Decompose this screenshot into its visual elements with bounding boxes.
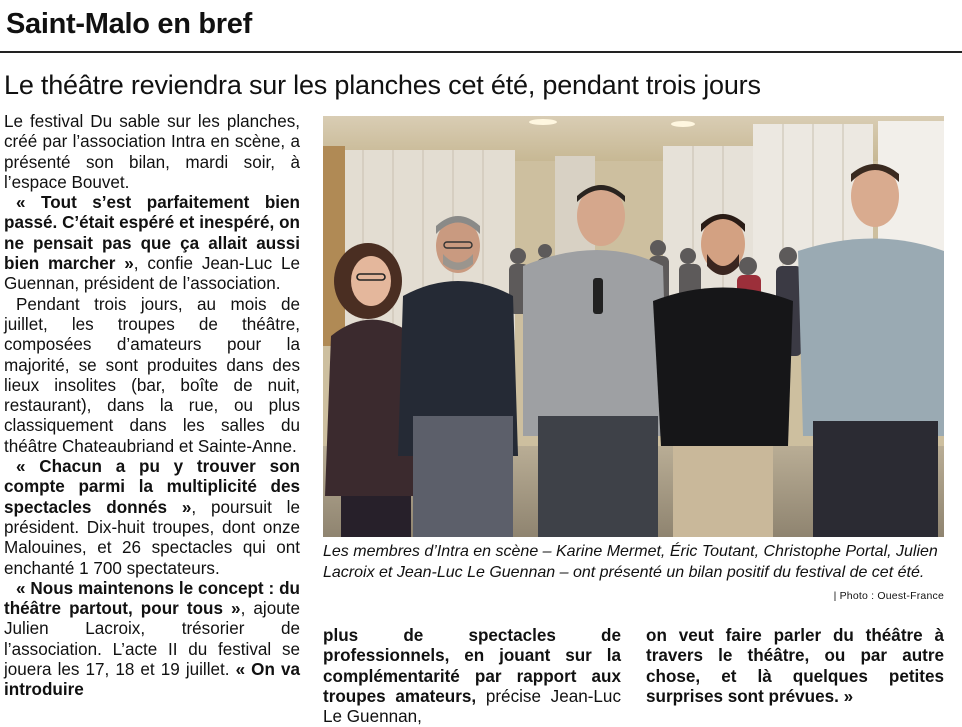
quote-attribution: , ajoute Julien Lacroix, trésorier de l’association. L’acte II du festival se jouera les 17, 18 et 19 juillet. xyxy=(4,599,300,680)
quote-bold: « Tout s’est parfaitement bien passé. C’était espéré et inespéré, on ne pensait pas que ça allait aussi bien marcher » xyxy=(4,193,300,274)
photo-credit: | Photo : Ouest-France xyxy=(833,590,944,602)
paragraph-continued xyxy=(646,626,944,707)
paragraph-intro: Le festival Du sable sur les planches, créé par l’association Intra en scène, a présenté son bilan, mardi soir, à l’espace Bouvet. xyxy=(4,112,300,192)
quote-attribution: précise Jean-Luc Le Guennan, xyxy=(323,686,621,727)
paragraph-quote-2 xyxy=(4,457,300,579)
paragraph-quote-3 xyxy=(4,579,300,701)
article-column-3 xyxy=(646,626,944,707)
paragraph-festival: Pendant trois jours, au mois de juillet, les troupes de théâtre, composées d’amateurs pour la majorité, se sont produites dans des lieux insolites (bar, boîte de nuit, restaurant), dans la rue, ou plus classiquement dans les salles du théâtre Chateaubriand et Sainte-Anne. xyxy=(4,294,300,456)
quote-bold: « Chacun a pu y trouver son compte parmi la multiplicité des spectacles donnés » xyxy=(4,457,300,517)
article-column-2 xyxy=(323,626,621,727)
quote-bold: « Nous maintenons le concept : du théâtre partout, pour tous » xyxy=(4,578,300,619)
section-rule xyxy=(0,51,962,53)
quote-bold: on veut faire parler du théâtre à travers le théâtre, ou par autre chose, et là quelques petites surprises sont prévues. » xyxy=(646,626,944,706)
paragraph-quote-1 xyxy=(4,193,300,294)
article-headline: Le théâtre reviendra sur les planches cet été, pendant trois jours xyxy=(4,70,761,100)
section-title: Saint-Malo en bref xyxy=(6,8,252,40)
article-column-1 xyxy=(4,112,300,701)
quote-bold: « On va introduire xyxy=(4,660,300,700)
quote-attribution: , poursuit le président. Dix-huit troupes, dont onze Malouines, et 26 spectacles qui ont enchanté 1 700 spectateurs. xyxy=(4,497,300,578)
article-photo xyxy=(323,116,944,537)
photo-caption: Les membres d’Intra en scène – Karine Mermet, Éric Toutant, Christophe Portal, Julien Lacroix et Jean-Luc Le Guennan – ont présenté un bilan positif du festival de cet été. xyxy=(323,543,938,581)
paragraph-continued xyxy=(323,626,621,727)
quote-attribution: , confie Jean-Luc Le Guennan, président de l’association. xyxy=(4,254,301,294)
quote-bold: plus de spectacles de professionnels, en jouant sur la complémentarité par rapport aux troupes amateurs, xyxy=(323,626,621,706)
